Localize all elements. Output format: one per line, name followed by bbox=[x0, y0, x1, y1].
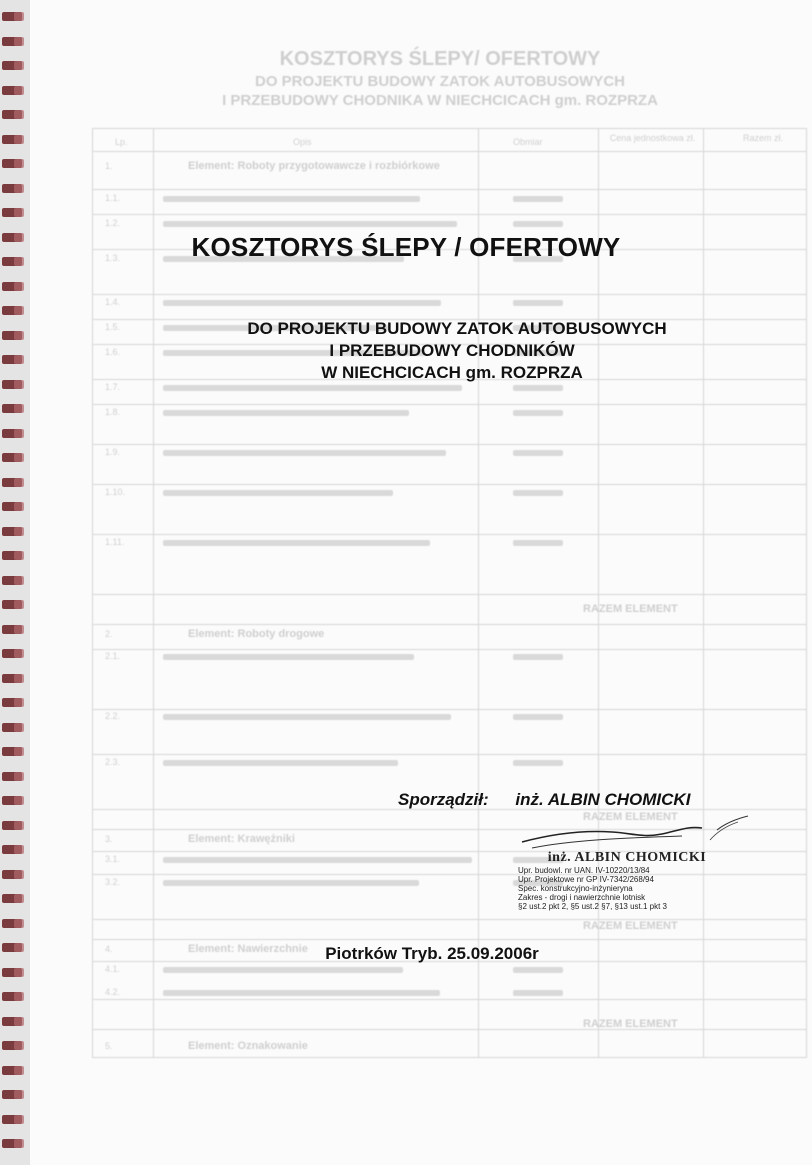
ghost-row-line bbox=[93, 919, 806, 920]
binding-ring bbox=[2, 796, 22, 805]
ghost-text-line bbox=[163, 221, 457, 227]
stamp-line: Zakres - drogi i nawierzchnie lotnisk bbox=[518, 893, 646, 902]
ghost-subtotal: RAZEM ELEMENT bbox=[583, 603, 678, 615]
binding-ring bbox=[2, 478, 22, 487]
ghost-quantity bbox=[513, 410, 563, 416]
binding-ring bbox=[2, 110, 22, 119]
ghost-quantity bbox=[513, 990, 563, 996]
binding-ring bbox=[2, 1139, 22, 1148]
ghost-quantity bbox=[513, 385, 563, 391]
ghost-table bbox=[92, 128, 807, 1058]
document-page bbox=[30, 0, 812, 1165]
binding-ring bbox=[2, 12, 22, 21]
ghost-quantity bbox=[513, 714, 563, 720]
ghost-text-line bbox=[163, 385, 462, 391]
ghost-row-line bbox=[93, 404, 806, 405]
ghost-header: Opis bbox=[293, 137, 312, 147]
ghost-text-line bbox=[163, 410, 409, 416]
binding-ring bbox=[2, 184, 22, 193]
ghost-quantity bbox=[513, 540, 563, 546]
ghost-quantity bbox=[513, 760, 563, 766]
binding-ring bbox=[2, 674, 22, 683]
ghost-col-line bbox=[478, 129, 479, 1057]
binding-ring bbox=[2, 600, 22, 609]
subtitle-line: W NIECHCICACH gm. ROZPRZA bbox=[321, 363, 583, 382]
ghost-row-number: 1.3. bbox=[105, 253, 121, 263]
binding-ring bbox=[2, 61, 22, 70]
ghost-row-number: 2. bbox=[105, 629, 113, 639]
stamp-line: §2 ust.2 pkt 2, §5 ust.2 §7, §13 ust.1 pkt 3 bbox=[518, 902, 667, 911]
ghost-row-number: 1. bbox=[105, 161, 113, 171]
ghost-row-number: 1.11. bbox=[105, 537, 125, 547]
binding-ring bbox=[2, 1066, 22, 1075]
binding-ring bbox=[2, 135, 22, 144]
binding-ring bbox=[2, 968, 22, 977]
ghost-row-line bbox=[93, 624, 806, 625]
stamp-line: Upr. Projektowe nr GP IV-7342/268/94 bbox=[518, 875, 654, 884]
binding-ring bbox=[2, 86, 22, 95]
binding-ring bbox=[2, 992, 22, 1001]
binding-ring bbox=[2, 453, 22, 462]
ghost-row-number: 3.1. bbox=[105, 854, 121, 864]
binding-ring bbox=[2, 1115, 22, 1124]
binding-ring bbox=[2, 502, 22, 511]
ghost-row-number: 2.1. bbox=[105, 651, 121, 661]
binding-ring bbox=[2, 772, 22, 781]
page-title: KOSZTORYS ŚLEPY / OFERTOWY bbox=[191, 232, 621, 262]
ghost-text-line bbox=[163, 857, 472, 863]
ghost-quantity bbox=[513, 967, 563, 973]
ghost-row-number: 1.1. bbox=[105, 193, 121, 203]
ghost-text-line bbox=[163, 760, 398, 766]
binding-ring bbox=[2, 845, 22, 854]
ghost-row-line bbox=[93, 999, 806, 1000]
ghost-text-line bbox=[163, 490, 393, 496]
prepared-by-name: inż. ALBIN CHOMICKI bbox=[515, 790, 691, 809]
ghost-text-line bbox=[163, 196, 420, 202]
ghost-row-line bbox=[93, 1029, 806, 1030]
ghost-text-line bbox=[163, 654, 414, 660]
binding-ring bbox=[2, 1041, 22, 1050]
ghost-row-number: 3. bbox=[105, 834, 113, 844]
ghost-quantity bbox=[513, 654, 563, 660]
ghost-row-number: 1.6. bbox=[105, 347, 121, 357]
ghost-header: Obmiar bbox=[513, 137, 543, 147]
binding-ring bbox=[2, 37, 22, 46]
ghost-row-line bbox=[93, 754, 806, 755]
ghost-row-number: 1.2. bbox=[105, 218, 121, 228]
place-and-date: Piotrków Tryb. 25.09.2006r bbox=[325, 944, 539, 963]
ghost-text-line bbox=[163, 880, 419, 886]
ghost-title bbox=[180, 48, 700, 109]
ghost-col-line bbox=[153, 129, 154, 1057]
ghost-subtotal: RAZEM ELEMENT bbox=[583, 1018, 678, 1030]
binding-ring bbox=[2, 1017, 22, 1026]
ghost-row-number: 2.2. bbox=[105, 711, 121, 721]
binding-ring bbox=[2, 1090, 22, 1099]
binding-ring bbox=[2, 208, 22, 217]
ghost-quantity bbox=[513, 450, 563, 456]
ghost-element-row: Element: Oznakowanie bbox=[188, 1040, 308, 1052]
ghost-text-line bbox=[163, 450, 446, 456]
binding-ring bbox=[2, 404, 22, 413]
ghost-row-line bbox=[93, 939, 806, 940]
ghost-text-line bbox=[163, 967, 403, 973]
ghost-row-line bbox=[93, 534, 806, 535]
show-through-background bbox=[30, 0, 812, 1165]
binding-ring bbox=[2, 527, 22, 536]
stamp-line: Spec. konstrukcyjno-inżynieryna bbox=[518, 884, 633, 893]
binding-ring bbox=[2, 723, 22, 732]
spiral-binding bbox=[0, 0, 34, 1165]
ghost-subtotal: RAZEM ELEMENT bbox=[583, 920, 678, 932]
ghost-row-number: 1.9. bbox=[105, 447, 121, 457]
binding-ring bbox=[2, 159, 22, 168]
ghost-col-line bbox=[703, 129, 704, 1057]
subtitle-line: I PRZEBUDOWY CHODNIKÓW bbox=[329, 341, 575, 360]
ghost-subtotal: RAZEM ELEMENT bbox=[583, 811, 678, 823]
ghost-row-number: 1.7. bbox=[105, 382, 121, 392]
binding-ring bbox=[2, 282, 22, 291]
ghost-row-number: 3.2. bbox=[105, 877, 121, 887]
prepared-by bbox=[398, 790, 690, 810]
ghost-row-number: 4.1. bbox=[105, 964, 121, 974]
ghost-element-row: Element: Roboty drogowe bbox=[188, 628, 325, 640]
ghost-element-row: Element: Krawężniki bbox=[188, 833, 295, 845]
ghost-row-line bbox=[93, 151, 806, 152]
ghost-col-line bbox=[598, 129, 599, 1057]
ghost-row-line bbox=[93, 484, 806, 485]
ghost-quantity bbox=[513, 221, 563, 227]
ghost-row-line bbox=[93, 649, 806, 650]
ghost-row-number: 1.8. bbox=[105, 407, 121, 417]
binding-ring bbox=[2, 698, 22, 707]
ghost-row-number: 4.2. bbox=[105, 987, 121, 997]
binding-ring bbox=[2, 894, 22, 903]
ghost-row-number: 4. bbox=[105, 944, 113, 954]
ghost-row-line bbox=[93, 189, 806, 190]
ghost-header: Lp. bbox=[115, 137, 128, 147]
ghost-row-line bbox=[93, 294, 806, 295]
ghost-row-number: 5. bbox=[105, 1041, 113, 1051]
binding-ring bbox=[2, 576, 22, 585]
project-subtitle bbox=[0, 318, 812, 384]
subtitle-line: DO PROJEKTU BUDOWY ZATOK AUTOBUSOWYCH bbox=[247, 319, 667, 338]
ghost-text-line bbox=[163, 714, 451, 720]
binding-ring bbox=[2, 551, 22, 560]
ghost-row-line bbox=[93, 444, 806, 445]
binding-ring bbox=[2, 625, 22, 634]
ghost-quantity bbox=[513, 300, 563, 306]
prepared-by-label: Sporządził: bbox=[398, 790, 489, 809]
ghost-row-number: 1.5. bbox=[105, 322, 121, 332]
ghost-row-line bbox=[93, 709, 806, 710]
binding-ring bbox=[2, 919, 22, 928]
ghost-text-line bbox=[163, 990, 440, 996]
ghost-title-line: KOSZTORYS ŚLEPY/ OFERTOWY bbox=[279, 48, 601, 70]
ghost-row-number: 2.3. bbox=[105, 757, 121, 767]
ghost-element-row: Element: Roboty przygotowawcze i rozbiórkowe bbox=[188, 160, 440, 172]
ghost-row-number: 1.10. bbox=[105, 487, 126, 497]
binding-ring bbox=[2, 306, 22, 315]
stamp-name: inż. ALBIN CHOMICKI bbox=[547, 850, 707, 865]
ghost-quantity bbox=[513, 196, 563, 202]
ghost-row-line bbox=[93, 594, 806, 595]
binding-ring bbox=[2, 821, 22, 830]
ghost-title-line: I PRZEBUDOWY CHODNIKA W NIECHCICACH gm. ROZPRZA bbox=[222, 92, 658, 109]
engineer-stamp bbox=[512, 850, 742, 911]
ghost-quantity bbox=[513, 490, 563, 496]
binding-ring bbox=[2, 870, 22, 879]
ghost-text-line bbox=[163, 300, 441, 306]
handwritten-signature bbox=[512, 812, 752, 852]
ghost-text-line bbox=[163, 540, 430, 546]
ghost-header: Cena jednostkowa zł. bbox=[609, 133, 696, 143]
ghost-element-row: Element: Nawierzchnie bbox=[188, 943, 308, 955]
binding-ring bbox=[2, 429, 22, 438]
binding-ring bbox=[2, 943, 22, 952]
stamp-line: Upr. budowl. nr UAN. IV-10220/13/84 bbox=[518, 866, 650, 875]
ghost-row-number: 1.4. bbox=[105, 297, 121, 307]
binding-ring bbox=[2, 747, 22, 756]
ghost-header: Razem zł. bbox=[742, 133, 783, 143]
ghost-title-line: DO PROJEKTU BUDOWY ZATOK AUTOBUSOWYCH bbox=[254, 73, 625, 90]
ghost-row-line bbox=[93, 214, 806, 215]
binding-ring bbox=[2, 649, 22, 658]
